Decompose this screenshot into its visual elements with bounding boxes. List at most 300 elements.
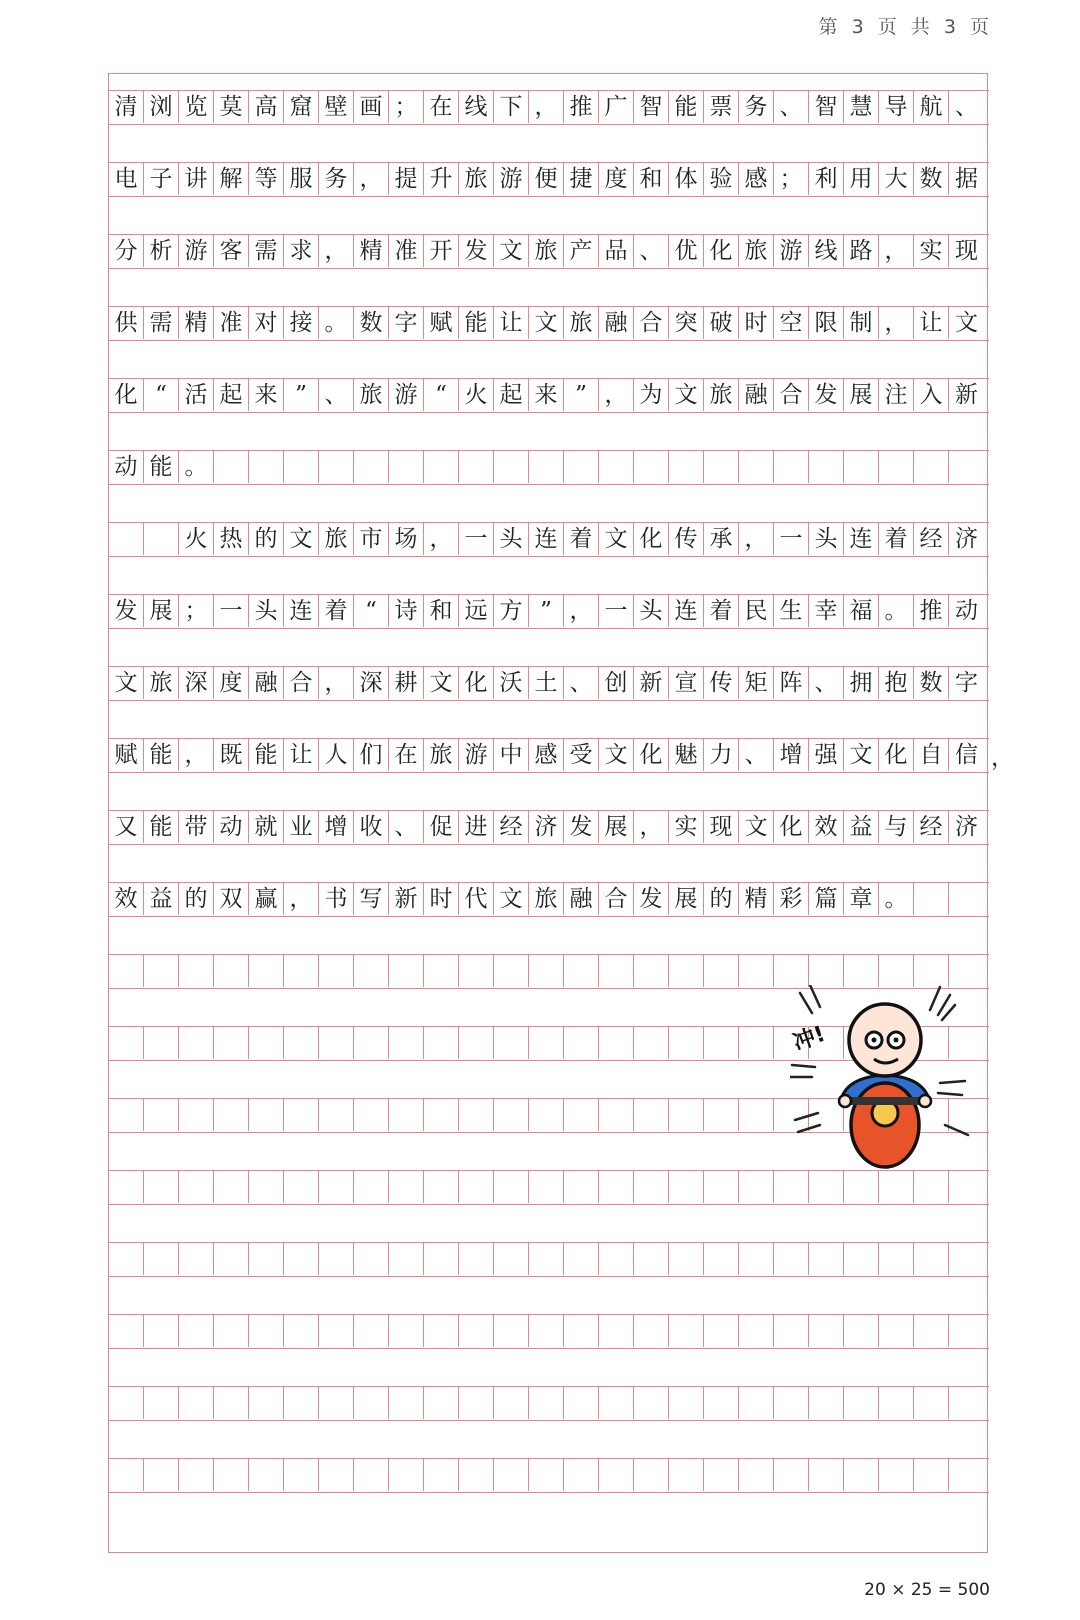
grid-cell <box>284 1171 319 1203</box>
grid-cell: 旅 <box>529 883 564 915</box>
grid-row <box>109 1386 989 1421</box>
grid-cell: 赋 <box>109 739 144 771</box>
grid-cell <box>529 1027 564 1059</box>
grid-cell: 让 <box>914 307 949 339</box>
grid-cell <box>319 1027 354 1059</box>
grid-cell: 验 <box>704 163 739 195</box>
grid-cell <box>739 1459 774 1491</box>
grid-cell: 破 <box>704 307 739 339</box>
grid-cell: 益 <box>144 883 179 915</box>
grid-cell <box>949 883 984 915</box>
grid-cell: ， <box>354 163 389 195</box>
grid-cell: 。 <box>879 883 914 915</box>
grid-cell: 高 <box>249 91 284 123</box>
grid-cell: 双 <box>214 883 249 915</box>
grid-cell: 旅 <box>529 235 564 267</box>
grid-cell: 务 <box>319 163 354 195</box>
grid-cell <box>914 1315 949 1347</box>
grid-cell <box>564 1459 599 1491</box>
grid-cell <box>879 1459 914 1491</box>
grid-cell <box>109 1315 144 1347</box>
grid-cell: 实 <box>914 235 949 267</box>
grid-cell: 连 <box>284 595 319 627</box>
grid-cell <box>389 1387 424 1419</box>
grid-cell: 中 <box>494 739 529 771</box>
grid-cell: ， <box>879 307 914 339</box>
grid-cell: 的 <box>179 883 214 915</box>
grid-cell: 字 <box>955 669 978 696</box>
grid-cell: 求 <box>284 235 319 267</box>
grid-cell: 服 <box>284 163 319 195</box>
grid-cell: ； <box>179 595 214 627</box>
grid-cell <box>319 1387 354 1419</box>
grid-cell <box>249 1027 284 1059</box>
grid-row <box>109 1458 989 1493</box>
grid-cell: 一 <box>459 523 494 555</box>
grid-cell: 展 <box>844 379 879 411</box>
grid-cell: 捷 <box>564 163 599 195</box>
grid-cell: 精 <box>354 235 389 267</box>
grid-cell <box>739 1099 774 1131</box>
grid-cell <box>214 1027 249 1059</box>
grid-cell: 旅 <box>564 307 599 339</box>
grid-cell <box>564 451 599 483</box>
grid-cell <box>634 1315 669 1347</box>
grid-cell <box>389 955 424 987</box>
grid-cell: 文 <box>284 523 319 555</box>
grid-cell <box>914 1243 949 1275</box>
grid-cell <box>669 1459 704 1491</box>
grid-cell <box>704 955 739 987</box>
grid-cell <box>669 1171 704 1203</box>
grid-cell <box>109 1459 144 1491</box>
grid-cell: ， <box>319 667 354 699</box>
grid-cell <box>704 451 739 483</box>
grid-cell: 精 <box>739 883 774 915</box>
grid-cell <box>634 955 669 987</box>
grid-cell: 动 <box>955 597 978 624</box>
grid-cell: 现 <box>955 237 978 264</box>
grid-cell <box>844 451 879 483</box>
grid-cell: 文 <box>739 811 774 843</box>
grid-cell <box>704 1027 739 1059</box>
grid-cell: 文 <box>494 883 529 915</box>
grid-cell: 、 <box>809 667 844 699</box>
grid-cell: ， <box>879 235 914 267</box>
grid-cell: ， <box>564 595 599 627</box>
grid-cell: 提 <box>389 163 424 195</box>
grid-cell: 。 <box>179 451 214 483</box>
grid-cell <box>809 451 844 483</box>
grid-cell: 书 <box>319 883 354 915</box>
grid-cell: 莫 <box>214 91 249 123</box>
grid-cell: 子 <box>144 163 179 195</box>
grid-cell <box>949 1387 984 1419</box>
grid-cell <box>739 955 774 987</box>
grid-cell: 解 <box>214 163 249 195</box>
grid-cell: 济 <box>955 813 978 840</box>
grid-cell: 合 <box>634 307 669 339</box>
grid-cell <box>424 1315 459 1347</box>
grid-cell <box>564 1243 599 1275</box>
grid-cell <box>494 1315 529 1347</box>
grid-cell <box>494 451 529 483</box>
grid-cell <box>599 1387 634 1419</box>
grid-cell: 着 <box>704 595 739 627</box>
grid-cell: 化 <box>459 667 494 699</box>
grid-cell <box>634 1243 669 1275</box>
grid-row <box>109 90 989 125</box>
grid-cell <box>109 955 144 987</box>
grid-cell <box>494 1099 529 1131</box>
grid-cell: 方 <box>494 595 529 627</box>
grid-cell <box>844 1315 879 1347</box>
grid-cell <box>809 955 844 987</box>
grid-cell <box>249 1171 284 1203</box>
grid-cell: 能 <box>144 739 179 771</box>
grid-cell <box>949 955 984 987</box>
grid-cell: 便 <box>529 163 564 195</box>
grid-cell <box>739 1243 774 1275</box>
grid-cell <box>144 1315 179 1347</box>
grid-cell <box>389 1171 424 1203</box>
grid-cell: ” <box>564 379 599 411</box>
grid-cell <box>284 1459 319 1491</box>
grid-cell <box>669 1027 704 1059</box>
grid-cell <box>739 1171 774 1203</box>
grid-cell: 游 <box>774 235 809 267</box>
grid-cell: 、 <box>634 235 669 267</box>
grid-cell: 效 <box>109 883 144 915</box>
grid-cell <box>599 955 634 987</box>
grid-cell <box>354 955 389 987</box>
grid-row <box>109 954 989 989</box>
grid-cell: 需 <box>249 235 284 267</box>
grid-cell <box>284 1099 319 1131</box>
grid-cell <box>844 1459 879 1491</box>
grid-cell <box>704 1243 739 1275</box>
grid-cell: 融 <box>599 307 634 339</box>
grid-cell <box>319 451 354 483</box>
grid-cell: ， <box>319 235 354 267</box>
grid-cell <box>564 1171 599 1203</box>
grid-cell: 场 <box>389 523 424 555</box>
grid-cell <box>319 1315 354 1347</box>
grid-cell <box>179 1099 214 1131</box>
grid-cell <box>319 1243 354 1275</box>
grid-cell: 析 <box>144 235 179 267</box>
grid-cell: 力 <box>704 739 739 771</box>
grid-cell: 推 <box>914 595 949 627</box>
grid-cell: 写 <box>354 883 389 915</box>
grid-cell <box>529 451 564 483</box>
grid-cell <box>599 1315 634 1347</box>
grid-cell: 连 <box>844 523 879 555</box>
grid-cell: 彩 <box>774 883 809 915</box>
grid-cell <box>144 1243 179 1275</box>
grid-cell <box>949 1315 984 1347</box>
grid-cell: 化 <box>774 811 809 843</box>
grid-cell: 展 <box>144 595 179 627</box>
grid-row <box>109 666 989 701</box>
grid-cell: 经 <box>494 811 529 843</box>
grid-cell: 耕 <box>389 667 424 699</box>
grid-cell: 幸 <box>809 595 844 627</box>
grid-row <box>109 306 989 341</box>
grid-cell: 旅 <box>354 379 389 411</box>
grid-cell <box>599 1459 634 1491</box>
grid-cell: 展 <box>599 811 634 843</box>
grid-cell <box>564 1099 599 1131</box>
page-ye-2: 页 <box>969 16 990 38</box>
grid-cell: 优 <box>669 235 704 267</box>
grid-cell <box>914 1171 949 1203</box>
grid-cell <box>844 1171 879 1203</box>
grid-cell <box>354 1099 389 1131</box>
grid-cell: 壁 <box>319 91 354 123</box>
grid-cell: 度 <box>599 163 634 195</box>
grid-cell <box>144 523 179 555</box>
grid-cell <box>109 1099 144 1131</box>
grid-cell: 文 <box>669 379 704 411</box>
grid-cell <box>704 1315 739 1347</box>
grid-cell <box>109 1243 144 1275</box>
grid-cell <box>844 1243 879 1275</box>
grid-cell: 文 <box>599 739 634 771</box>
grid-cell <box>319 955 354 987</box>
grid-cell <box>459 1171 494 1203</box>
grid-cell: 现 <box>704 811 739 843</box>
grid-cell: 推 <box>564 91 599 123</box>
grid-cell <box>529 955 564 987</box>
grid-cell: 魅 <box>669 739 704 771</box>
manuscript-grid-paper <box>108 73 1014 1553</box>
grid-cell <box>424 1171 459 1203</box>
grid-cell <box>529 1459 564 1491</box>
grid-cell: ； <box>774 163 809 195</box>
grid-cell: 发 <box>809 379 844 411</box>
grid-cell <box>179 955 214 987</box>
page-ye: 页 <box>877 16 898 38</box>
grid-cell: 等 <box>249 163 284 195</box>
grid-cell: 章 <box>844 883 879 915</box>
grid-cell: 承 <box>704 523 739 555</box>
grid-cell: 与 <box>879 811 914 843</box>
grid-cell <box>284 955 319 987</box>
grid-cell <box>809 1387 844 1419</box>
grid-cell: 增 <box>319 811 354 843</box>
grid-row <box>109 234 989 269</box>
grid-cell <box>494 1027 529 1059</box>
grid-cell <box>459 1027 494 1059</box>
grid-cell <box>179 1387 214 1419</box>
grid-cell <box>529 1099 564 1131</box>
grid-cell: 准 <box>389 235 424 267</box>
grid-cell <box>529 1387 564 1419</box>
grid-cell <box>179 1243 214 1275</box>
grid-cell: 市 <box>354 523 389 555</box>
grid-cell <box>949 1459 984 1491</box>
grid-cell: 土 <box>529 667 564 699</box>
grid-cell: 头 <box>634 595 669 627</box>
grid-cell: 利 <box>809 163 844 195</box>
grid-cell: 民 <box>739 595 774 627</box>
grid-cell <box>669 1243 704 1275</box>
grid-cell: 线 <box>459 91 494 123</box>
grid-cell: 旅 <box>424 739 459 771</box>
grid-cell: 客 <box>214 235 249 267</box>
grid-cell: 品 <box>599 235 634 267</box>
grid-cell: 深 <box>354 667 389 699</box>
scooter-rider-sticker-icon <box>790 985 980 1170</box>
grid-cell: 经 <box>914 811 949 843</box>
grid-cell <box>109 1387 144 1419</box>
grid-cell: 又 <box>109 811 144 843</box>
grid-row <box>109 882 989 917</box>
grid-cell: 经 <box>914 523 949 555</box>
grid-cell: 旅 <box>144 667 179 699</box>
grid-cell: 诗 <box>389 595 424 627</box>
grid-cell: 文 <box>109 667 144 699</box>
grid-cell: “ <box>354 595 389 627</box>
grid-cell: 下 <box>494 91 529 123</box>
grid-cell: 远 <box>459 595 494 627</box>
page-total: 3 <box>943 16 957 38</box>
grid-cell <box>669 1315 704 1347</box>
grid-cell: ” <box>529 595 564 627</box>
grid-cell: 电 <box>109 163 144 195</box>
grid-cell: 新 <box>634 667 669 699</box>
grid-cell <box>599 451 634 483</box>
grid-cell: 用 <box>844 163 879 195</box>
grid-cell: 传 <box>669 523 704 555</box>
grid-cell: 旅 <box>739 235 774 267</box>
grid-cell: 导 <box>879 91 914 123</box>
grid-cell: 福 <box>844 595 879 627</box>
grid-cell: 济 <box>529 811 564 843</box>
grid-cell: 头 <box>249 595 284 627</box>
grid-cell <box>774 1315 809 1347</box>
grid-cell: 篇 <box>809 883 844 915</box>
grid-cell: 益 <box>844 811 879 843</box>
grid-cell <box>424 1387 459 1419</box>
grid-cell: 着 <box>319 595 354 627</box>
grid-cell: 阵 <box>774 667 809 699</box>
grid-cell <box>879 1243 914 1275</box>
grid-cell <box>249 1099 284 1131</box>
grid-cell <box>214 1459 249 1491</box>
grid-cell <box>389 1459 424 1491</box>
grid-cell: 清 <box>109 91 144 123</box>
grid-cell <box>424 955 459 987</box>
grid-cell <box>214 1243 249 1275</box>
grid-cell: 发 <box>564 811 599 843</box>
grid-cell <box>389 1315 424 1347</box>
grid-cell: 文 <box>424 667 459 699</box>
grid-cell: 实 <box>669 811 704 843</box>
grid-cell: 人 <box>319 739 354 771</box>
page-current: 3 <box>851 16 865 38</box>
grid-cell <box>704 1459 739 1491</box>
grid-cell: 、 <box>774 91 809 123</box>
grid-cell: 来 <box>249 379 284 411</box>
grid-cell: 合 <box>599 883 634 915</box>
grid-cell <box>214 1171 249 1203</box>
grid-cell: 新 <box>955 381 978 408</box>
grid-cell: 动 <box>214 811 249 843</box>
grid-row <box>109 522 989 557</box>
grid-cell: 让 <box>284 739 319 771</box>
grid-cell: 带 <box>179 811 214 843</box>
grid-cell: 能 <box>144 451 179 483</box>
grid-cell: 接 <box>284 307 319 339</box>
grid-cell <box>179 1027 214 1059</box>
grid-cell <box>354 451 389 483</box>
grid-cell: 深 <box>179 667 214 699</box>
grid-cell <box>949 1171 984 1203</box>
grid-cell <box>424 1243 459 1275</box>
grid-cell <box>424 1459 459 1491</box>
grid-cell <box>914 1387 949 1419</box>
grid-cell: 信 <box>955 741 978 768</box>
grid-cell: 数 <box>914 667 949 699</box>
grid-cell: 能 <box>249 739 284 771</box>
grid-cell: 空 <box>774 307 809 339</box>
grid-cell <box>669 1387 704 1419</box>
grid-cell <box>739 1027 774 1059</box>
grid-cell: 创 <box>599 667 634 699</box>
grid-cell <box>774 1243 809 1275</box>
grid-row <box>109 1314 989 1349</box>
grid-cell <box>739 1315 774 1347</box>
grid-cell <box>459 1099 494 1131</box>
grid-cell <box>214 1099 249 1131</box>
grid-row <box>109 450 989 485</box>
grid-cell: 强 <box>809 739 844 771</box>
grid-cell: 宣 <box>669 667 704 699</box>
grid-cell: 、 <box>564 667 599 699</box>
grid-cell: 发 <box>459 235 494 267</box>
grid-cell <box>634 1459 669 1491</box>
grid-cell: 济 <box>955 525 978 552</box>
grid-cell: 供 <box>109 307 144 339</box>
grid-cell: 大 <box>879 163 914 195</box>
grid-cell: 游 <box>459 739 494 771</box>
grid-cell: 生 <box>774 595 809 627</box>
grid-cell <box>389 1027 424 1059</box>
grid-cell: 对 <box>249 307 284 339</box>
grid-cell: 代 <box>459 883 494 915</box>
grid-cell: 自 <box>914 739 949 771</box>
grid-cell <box>529 1315 564 1347</box>
grid-cell: 传 <box>704 667 739 699</box>
grid-cell: 促 <box>424 811 459 843</box>
grid-cell: 沃 <box>494 667 529 699</box>
grid-cell <box>634 451 669 483</box>
grid-cell: 合 <box>774 379 809 411</box>
grid-cell: 发 <box>109 595 144 627</box>
grid-cell: 票 <box>704 91 739 123</box>
grid-cell: 进 <box>459 811 494 843</box>
grid-cell <box>914 451 949 483</box>
grid-cell <box>529 1243 564 1275</box>
grid-cell: 体 <box>669 163 704 195</box>
grid-cell <box>459 451 494 483</box>
grid-cell: 一 <box>214 595 249 627</box>
grid-cell <box>599 1027 634 1059</box>
grid-cell: 制 <box>844 307 879 339</box>
grid-cell: 线 <box>809 235 844 267</box>
